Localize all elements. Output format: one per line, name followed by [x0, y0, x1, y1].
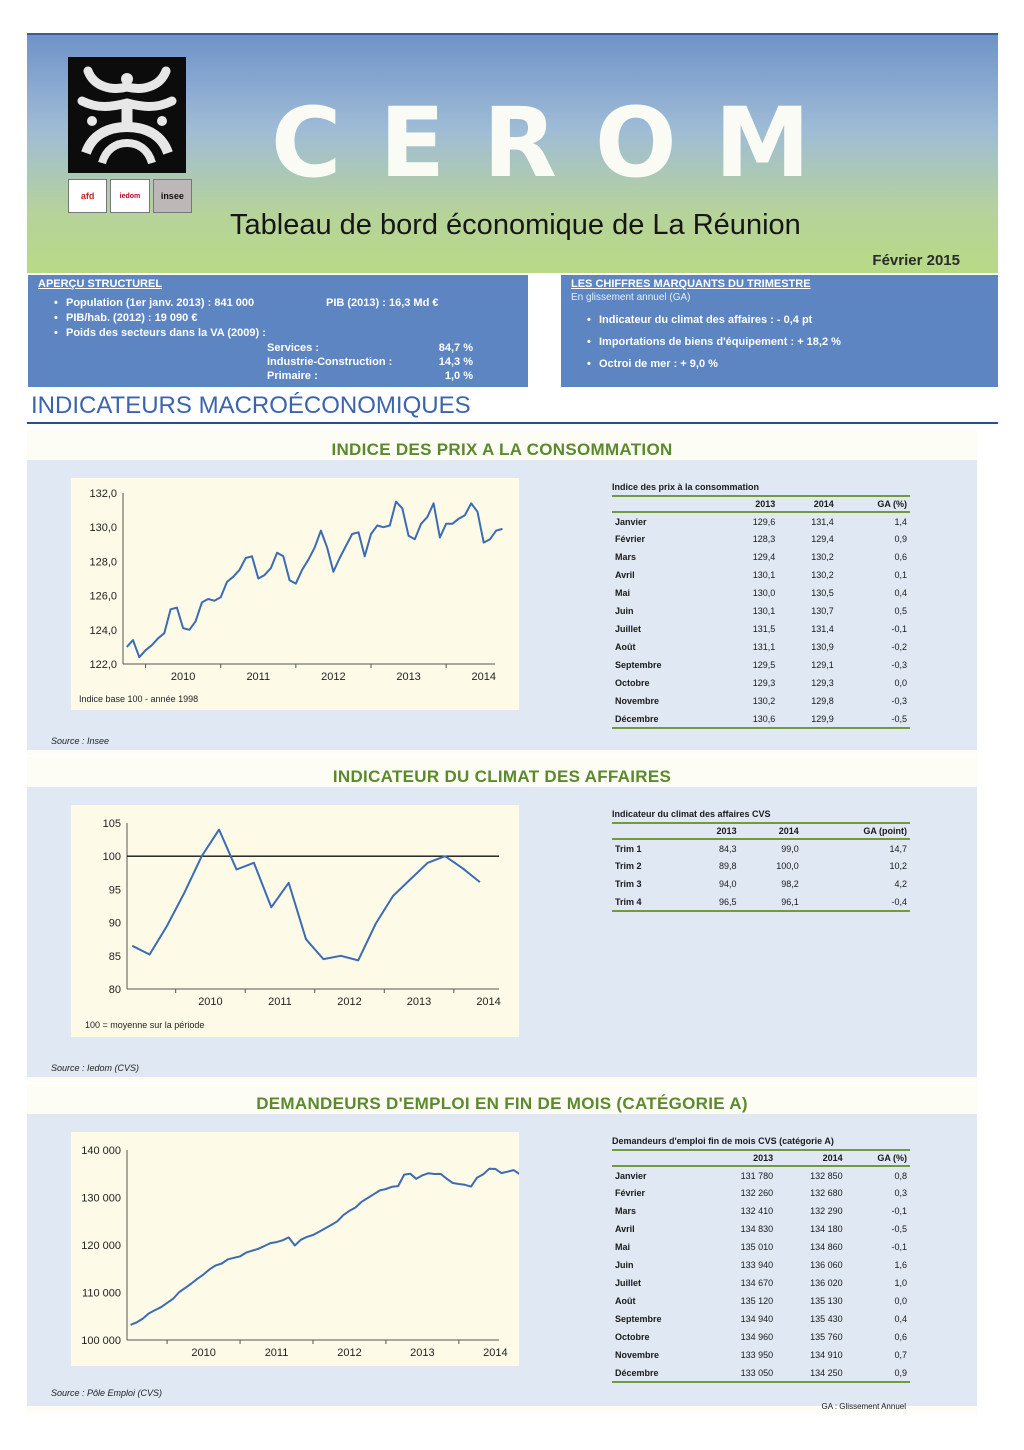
- climat-panel: [27, 757, 977, 1082]
- cerom-logo: [68, 57, 186, 173]
- table-cell: Juillet: [615, 1278, 642, 1288]
- table-cell: 135 120: [740, 1296, 774, 1306]
- table-cell: 0,7: [894, 1350, 907, 1360]
- table-cell: Novembre: [615, 1350, 660, 1360]
- table-cell: -0,5: [891, 1224, 907, 1234]
- y-tick-label: 80: [108, 984, 121, 996]
- table-cell: 134 670: [740, 1278, 774, 1288]
- emploi-table: [612, 1136, 910, 1383]
- table-cell: Février: [615, 534, 646, 544]
- table-header-cell: [612, 823, 683, 839]
- section-divider: [27, 422, 998, 424]
- chiffre-item: • Octroi de mer : + 9,0 %: [571, 353, 988, 375]
- table-row: [612, 602, 910, 620]
- x-tick-label: 2012: [321, 671, 346, 683]
- x-tick-label: 2010: [191, 1347, 216, 1359]
- table-cell: 129,3: [752, 678, 776, 688]
- table-cell: Septembre: [615, 1314, 662, 1324]
- table-cell: Octobre: [615, 678, 650, 688]
- table-cell: 130,5: [811, 588, 834, 598]
- table-cell: Mai: [615, 588, 631, 598]
- table-header-cell: 2013: [720, 496, 779, 512]
- table-cell: -0,2: [891, 642, 907, 652]
- table-cell: 0,3: [894, 1188, 907, 1198]
- y-tick-label: 100: [102, 851, 121, 864]
- table-cell: Trim 1: [615, 843, 642, 854]
- ipc-panel: [27, 430, 977, 755]
- table-row: [612, 656, 910, 674]
- table-cell: 131,4: [811, 516, 834, 527]
- table-cell: 131,1: [752, 642, 776, 652]
- table-cell: 131 780: [740, 1170, 774, 1181]
- table-row: [612, 1220, 910, 1238]
- table-cell: 135 760: [810, 1332, 843, 1342]
- table-header-cell: GA (point): [802, 823, 910, 839]
- table-cell: 98,2: [781, 879, 799, 889]
- series-line: [131, 1169, 519, 1325]
- table-cell: Juin: [615, 606, 634, 616]
- table-cell: 89,8: [719, 861, 737, 871]
- table-cell: 0,0: [894, 1296, 907, 1306]
- climat-line-chart: [71, 805, 519, 1037]
- emploi-panel: [27, 1084, 977, 1414]
- table-cell: 96,5: [683, 893, 740, 911]
- climat-source: Source : Iedom (CVS): [51, 1063, 140, 1073]
- table-row: [612, 530, 910, 548]
- header-banner: [27, 33, 998, 273]
- table-header-cell: GA (%): [846, 1150, 910, 1166]
- ipc-title: INDICE DES PRIX A LA CONSOMMATION: [331, 440, 673, 459]
- table-header-cell: 2014: [776, 1150, 845, 1166]
- table-cell: Août: [615, 642, 636, 652]
- poids-secteurs-text: • Poids des secteurs dans la VA (2009) :: [38, 326, 518, 341]
- table-row: [612, 620, 910, 638]
- ipc-note: Indice base 100 - année 1998: [79, 694, 199, 704]
- table-row: [612, 1202, 910, 1220]
- table-cell: 129,5: [752, 660, 776, 670]
- table-cell: 130,0: [752, 588, 776, 598]
- y-tick-label: 110 000: [82, 1287, 121, 1300]
- table-row: [612, 1292, 910, 1310]
- y-tick-label: 128,0: [89, 556, 117, 569]
- y-tick-label: 90: [108, 917, 121, 930]
- sector-services: Services : 84,7 %: [267, 342, 473, 354]
- table-row: [612, 1364, 910, 1382]
- apercu-structurel-box: [28, 275, 528, 387]
- table-cell: 135 430: [810, 1314, 843, 1324]
- y-tick-label: 100 000: [81, 1335, 121, 1347]
- table-row: [612, 857, 910, 875]
- x-tick-label: 2011: [264, 1347, 289, 1359]
- table-cell: -0,3: [891, 660, 907, 670]
- table-cell: 136 060: [810, 1260, 843, 1270]
- table-cell: Août: [615, 1296, 636, 1306]
- table-cell: 129,9: [778, 710, 837, 728]
- table-cell: 134 940: [740, 1314, 774, 1324]
- table-row: [612, 839, 910, 857]
- x-tick-label: 2013: [396, 671, 421, 683]
- table-cell: 130,2: [811, 570, 834, 580]
- table-row: [612, 512, 910, 530]
- ga-footnote: GA : Glissement Annuel: [821, 1402, 906, 1411]
- table-row: [612, 1310, 910, 1328]
- table-cell: Janvier: [615, 1170, 647, 1181]
- table-cell: 130,9: [811, 642, 834, 652]
- table-row: [612, 1256, 910, 1274]
- y-tick-label: 105: [102, 818, 121, 830]
- emploi-line-chart: [71, 1132, 519, 1366]
- ipc-table: [612, 482, 910, 729]
- table-row: [612, 1274, 910, 1292]
- ipc-table-caption: Indice des prix à la consommation: [612, 482, 760, 492]
- table-cell: 0,4: [894, 1314, 907, 1324]
- table-cell: 131,5: [752, 624, 776, 634]
- table-cell: 134 860: [810, 1242, 843, 1252]
- table-cell: Avril: [615, 570, 635, 580]
- table-cell: 96,1: [740, 893, 802, 911]
- series-line: [127, 502, 503, 658]
- table-row: [612, 584, 910, 602]
- issue-date: Février 2015: [872, 252, 960, 269]
- table-cell: 129,4: [811, 534, 834, 544]
- chiffres-subtitle: En glissement annuel (GA): [571, 292, 691, 303]
- emploi-source: Source : Pôle Emploi (CVS): [51, 1388, 163, 1398]
- table-cell: Mai: [615, 1242, 631, 1252]
- chiffres-title: LES CHIFFRES MARQUANTS DU TRIMESTRE: [571, 278, 811, 290]
- table-cell: Juin: [615, 1260, 634, 1270]
- emploi-chart: [71, 1132, 519, 1366]
- table-header-cell: [612, 1150, 707, 1166]
- table-cell: 129,6: [752, 516, 776, 527]
- table-cell: 136 020: [810, 1278, 843, 1288]
- series-line: [132, 830, 480, 961]
- table-cell: 1,4: [894, 516, 907, 527]
- table-cell: Octobre: [615, 1332, 650, 1342]
- table-row: [612, 1328, 910, 1346]
- table-cell: 130,1: [752, 606, 776, 616]
- table-cell: 130,2: [752, 696, 776, 706]
- table-row: [612, 692, 910, 710]
- cerom-emblem-icon: [68, 57, 186, 173]
- table-row: [612, 548, 910, 566]
- table-cell: Septembre: [615, 660, 662, 670]
- table-cell: 131,4: [811, 624, 834, 634]
- table-cell: 0,1: [894, 570, 907, 580]
- table-row: [612, 710, 910, 728]
- table-cell: Trim 4: [612, 893, 683, 911]
- table-cell: 0,6: [894, 552, 907, 562]
- table-cell: 133 950: [740, 1350, 774, 1360]
- table-cell: Mars: [615, 1206, 637, 1216]
- pib-text: PIB (2013) : 16,3 Md €: [326, 297, 439, 309]
- table-cell: -0,1: [891, 1242, 907, 1252]
- insee-logo: insee: [153, 179, 192, 213]
- table-cell: -0,5: [837, 710, 910, 728]
- x-tick-label: 2011: [268, 996, 292, 1008]
- climat-note: 100 = moyenne sur la période: [85, 1020, 205, 1030]
- table-cell: 133 050: [707, 1364, 776, 1382]
- apercu-title: APERÇU STRUCTUREL: [38, 278, 163, 290]
- table-cell: Février: [615, 1188, 646, 1198]
- table-cell: 128,3: [752, 534, 776, 544]
- x-tick-label: 2012: [337, 1347, 362, 1359]
- climat-title: INDICATEUR DU CLIMAT DES AFFAIRES: [332, 767, 672, 786]
- table-cell: 133 940: [740, 1260, 774, 1270]
- table-cell: -0,1: [891, 624, 907, 634]
- x-tick-label: 2011: [246, 671, 271, 683]
- x-tick-label: 2013: [406, 996, 432, 1008]
- table-header-cell: [612, 496, 720, 512]
- table-cell: Trim 2: [615, 861, 642, 871]
- table-cell: Trim 3: [615, 879, 642, 889]
- table-cell: -0,1: [891, 1206, 907, 1216]
- climat-table-caption: Indicateur du climat des affaires CVS: [612, 809, 771, 819]
- page-subtitle: Tableau de bord économique de La Réunion: [230, 209, 801, 241]
- table-cell: 94,0: [719, 879, 737, 889]
- table-cell: 134 910: [810, 1350, 843, 1360]
- table-cell: 135 010: [740, 1242, 774, 1252]
- x-tick-label: 2014: [483, 1347, 508, 1359]
- table-cell: 130,6: [720, 710, 779, 728]
- table-cell: 4,2: [894, 879, 907, 889]
- table-cell: 0,6: [894, 1332, 907, 1342]
- table-cell: Avril: [615, 1224, 635, 1234]
- table-cell: 10,2: [889, 861, 907, 871]
- table-cell: 0,0: [894, 678, 907, 688]
- table-header-cell: 2014: [778, 496, 837, 512]
- y-tick-label: 130 000: [81, 1192, 121, 1205]
- table-row: [612, 875, 910, 893]
- x-tick-label: 2012: [337, 996, 362, 1008]
- table-cell: 130,7: [811, 606, 834, 616]
- table-cell: 134 960: [740, 1332, 774, 1342]
- x-tick-label: 2010: [198, 996, 223, 1008]
- climat-chart: [71, 805, 519, 1037]
- partner-logos: [68, 179, 192, 213]
- ipc-line-chart: [71, 478, 519, 710]
- emploi-table-caption: Demandeurs d'emploi fin de mois CVS (catégorie A): [612, 1136, 834, 1146]
- table-cell: 130,1: [752, 570, 776, 580]
- section-title: INDICATEURS MACROÉCONOMIQUES: [31, 392, 471, 419]
- table-cell: 0,8: [894, 1170, 907, 1181]
- table-cell: 129,1: [811, 660, 834, 670]
- chiffre-item: • Importations de biens d'équipement : + 18,2 %: [571, 331, 988, 353]
- table-row: [612, 1238, 910, 1256]
- table-cell: 132 290: [810, 1206, 843, 1216]
- table-cell: 134 250: [776, 1364, 845, 1382]
- table-row: [612, 1166, 910, 1184]
- x-tick-label: 2010: [170, 671, 196, 683]
- table-cell: 132 680: [810, 1188, 843, 1198]
- y-tick-label: 126,0: [89, 590, 117, 603]
- table-cell: 129,3: [811, 678, 834, 688]
- table-row: [612, 674, 910, 692]
- pib-hab-text: • PIB/hab. (2012) : 19 090 €: [38, 311, 518, 326]
- iedom-logo: iedom: [110, 179, 149, 213]
- table-cell: Décembre: [612, 1364, 707, 1382]
- table-header-cell: 2014: [740, 823, 802, 839]
- table-cell: 130,2: [811, 552, 834, 562]
- y-tick-label: 85: [108, 950, 121, 963]
- table-cell: 129,4: [752, 552, 776, 562]
- table-cell: -0,4: [802, 893, 910, 911]
- table-cell: 14,7: [889, 843, 907, 854]
- y-tick-label: 130,0: [89, 522, 117, 535]
- brand-title: CEROM: [271, 87, 849, 199]
- y-tick-label: 120 000: [81, 1240, 121, 1252]
- table-cell: Juillet: [615, 624, 642, 634]
- x-tick-label: 2014: [476, 996, 501, 1008]
- chiffres-marquants-box: [561, 275, 998, 387]
- sector-primaire: Primaire : 1,0 %: [267, 370, 473, 382]
- table-cell: 132 850: [810, 1170, 843, 1181]
- table-cell: 132 260: [740, 1188, 774, 1198]
- table-cell: 135 130: [810, 1296, 843, 1306]
- table-cell: 134 180: [810, 1224, 843, 1234]
- table-cell: 134 830: [740, 1224, 774, 1234]
- table-row: [612, 893, 910, 911]
- table-cell: 1,6: [894, 1260, 907, 1270]
- table-header-cell: 2013: [683, 823, 740, 839]
- table-cell: Janvier: [615, 516, 647, 527]
- y-tick-label: 122,0: [89, 659, 117, 671]
- afd-logo: afd: [68, 179, 107, 213]
- table-row: [612, 1346, 910, 1364]
- table-row: [612, 566, 910, 584]
- table-cell: 132 410: [740, 1206, 774, 1216]
- table-cell: 84,3: [719, 843, 737, 854]
- x-tick-label: 2014: [471, 671, 496, 683]
- table-cell: Mars: [615, 552, 637, 562]
- emploi-title: DEMANDEURS D'EMPLOI EN FIN DE MOIS (CATÉGORIE A): [256, 1094, 748, 1113]
- table-cell: 0,9: [846, 1364, 910, 1382]
- ipc-chart: [71, 478, 519, 710]
- table-row: [612, 1184, 910, 1202]
- y-tick-label: 95: [108, 884, 121, 897]
- ipc-source: Source : Insee: [51, 736, 110, 746]
- table-cell: 100,0: [776, 861, 799, 871]
- y-tick-label: 140 000: [81, 1145, 121, 1157]
- y-tick-label: 132,0: [89, 488, 117, 500]
- table-cell: 0,5: [894, 606, 907, 616]
- table-row: [612, 638, 910, 656]
- table-cell: 99,0: [781, 843, 799, 854]
- table-cell: 1,0: [894, 1278, 907, 1288]
- x-tick-label: 2013: [410, 1347, 435, 1359]
- table-header-cell: GA (%): [837, 496, 910, 512]
- table-cell: Novembre: [615, 696, 660, 706]
- table-cell: 0,9: [894, 534, 907, 544]
- sector-industrie: Industrie-Construction : 14,3 %: [267, 356, 473, 368]
- y-tick-label: 124,0: [89, 624, 117, 637]
- table-cell: 0,4: [894, 588, 907, 598]
- table-cell: -0,3: [891, 696, 907, 706]
- table-header-cell: 2013: [707, 1150, 776, 1166]
- apercu-row-population: [38, 296, 518, 311]
- climat-table: [612, 809, 910, 912]
- table-cell: 129,8: [811, 696, 834, 706]
- population-text: • Population (1er janv. 2013) : 841 000: [66, 297, 255, 309]
- table-cell: Décembre: [612, 710, 720, 728]
- chiffre-item: • Indicateur du climat des affaires : - 0,4 pt: [571, 309, 988, 331]
